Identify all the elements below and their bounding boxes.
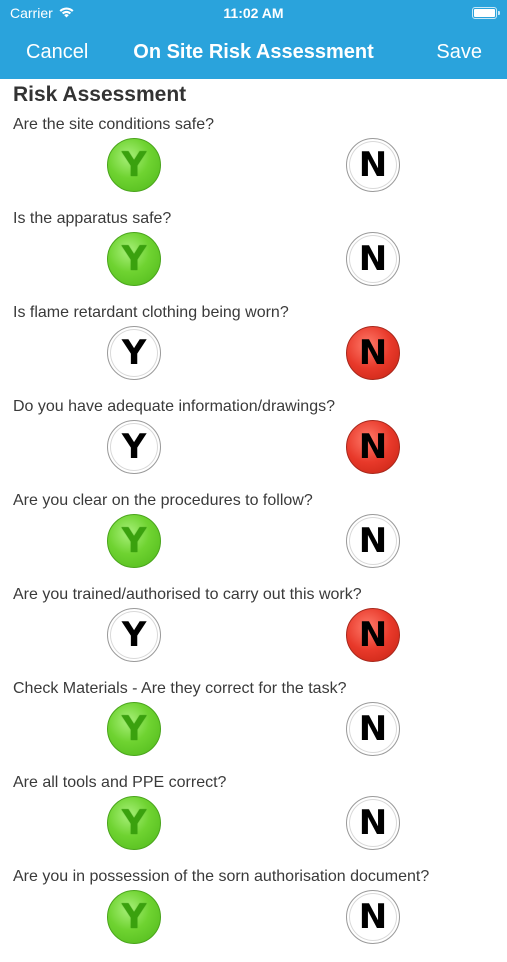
question-label: Are you clear on the procedures to follow? [13,492,313,509]
yes-button[interactable]: Y [107,514,161,568]
no-button[interactable]: N [346,796,400,850]
page-title: On Site Risk Assessment [133,41,374,63]
yes-button[interactable]: Y [107,890,161,944]
question-row [0,680,507,774]
question-label: Is flame retardant clothing being worn? [13,304,289,321]
save-button[interactable]: Save [436,41,482,63]
header [0,0,507,79]
no-button[interactable]: N [346,890,400,944]
yes-button[interactable]: Y [107,608,161,662]
question-row [0,116,507,210]
status-time: 11:02 AM [223,5,284,21]
no-button[interactable]: N [346,232,400,286]
yes-button[interactable]: Y [107,326,161,380]
question-label: Are you trained/authorised to carry out this work? [13,586,362,603]
question-row [0,774,507,868]
question-row [0,304,507,398]
question-label: Is the apparatus safe? [13,210,172,227]
no-button[interactable]: N [346,420,400,474]
no-button[interactable]: N [346,702,400,756]
question-row [0,868,507,962]
carrier-label: Carrier [10,5,53,21]
question-label: Are you in possession of the sorn authorisation document? [13,868,430,885]
no-button[interactable]: N [346,514,400,568]
question-row [0,586,507,680]
question-row [0,398,507,492]
question-label: Check Materials - Are they correct for the task? [13,680,347,697]
status-bar [0,0,507,30]
question-label: Do you have adequate information/drawings? [13,398,335,415]
yes-button[interactable]: Y [107,138,161,192]
risk-assessment-form[interactable] [0,79,507,937]
yes-button[interactable]: Y [107,232,161,286]
cancel-button[interactable]: Cancel [26,41,89,63]
navigation-bar [0,30,507,79]
yes-button[interactable]: Y [107,796,161,850]
section-title: Risk Assessment [13,83,187,106]
no-button[interactable]: N [346,138,400,192]
question-label: Are all tools and PPE correct? [13,774,227,791]
yes-button[interactable]: Y [107,702,161,756]
no-button[interactable]: N [346,326,400,380]
yes-button[interactable]: Y [107,420,161,474]
battery-icon [472,7,497,19]
question-row [0,210,507,304]
question-label: Are the site conditions safe? [13,116,215,133]
no-button[interactable]: N [346,608,400,662]
question-row [0,492,507,586]
